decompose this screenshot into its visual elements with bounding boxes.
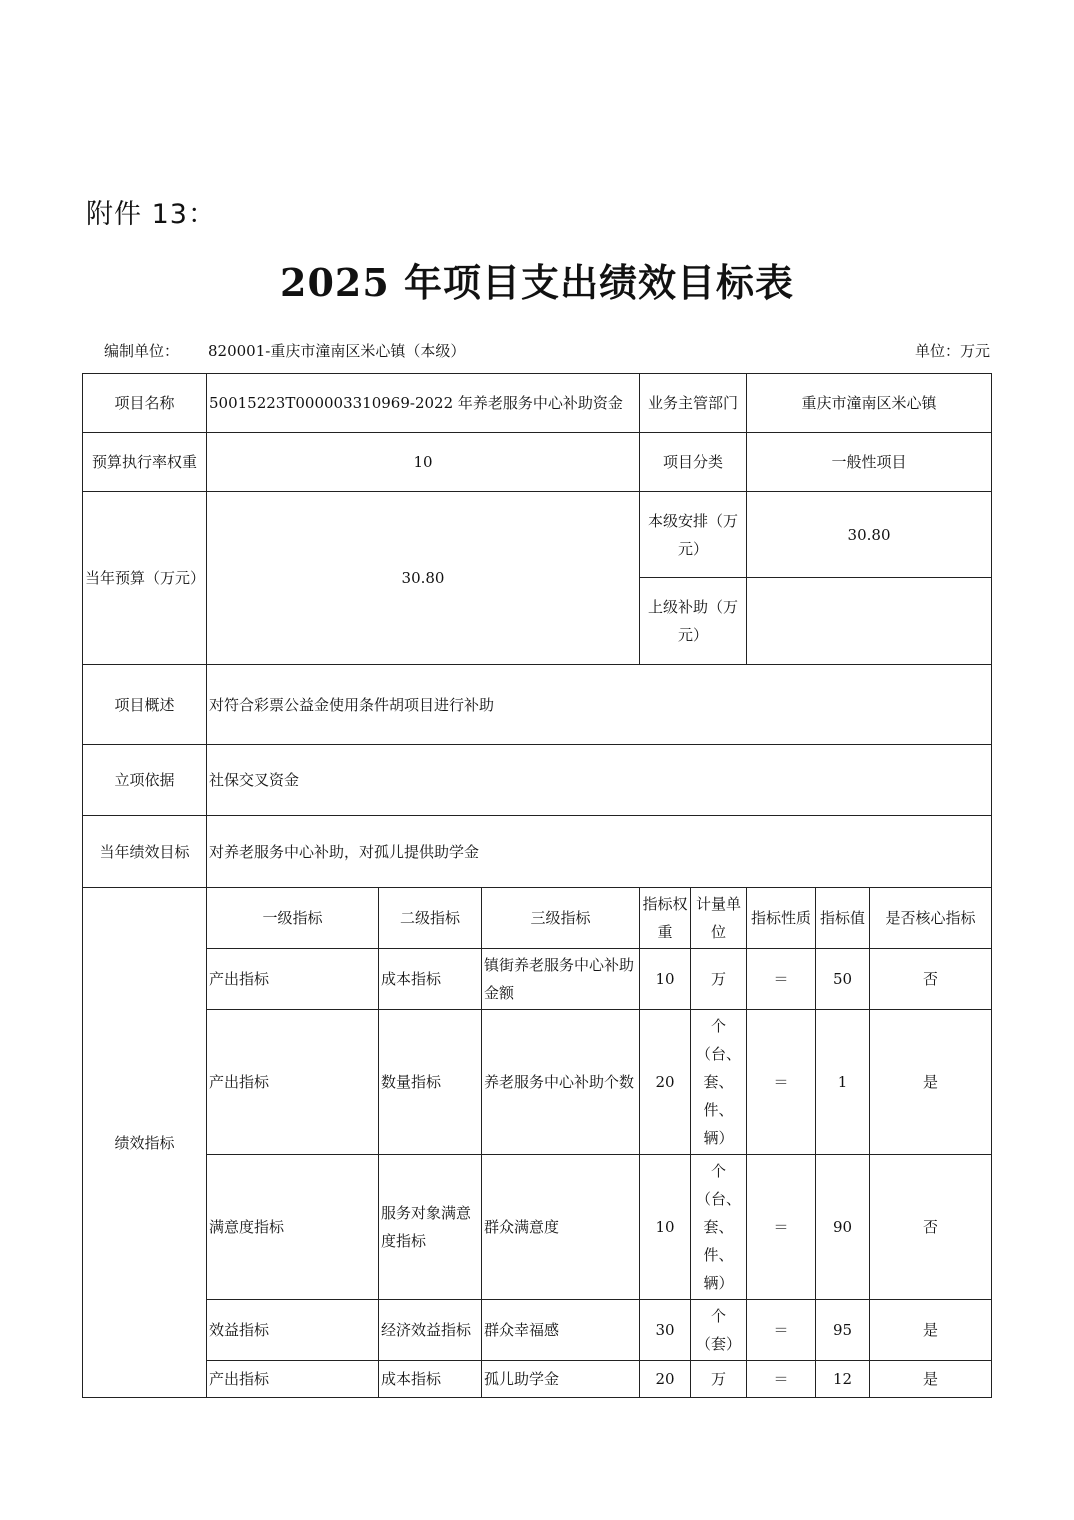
header-level3: 三级指标 bbox=[482, 888, 640, 949]
cell-level2: 经济效益指标 bbox=[379, 1300, 482, 1361]
cell-nature: ＝ bbox=[747, 1361, 816, 1398]
upper-label: 上级补助（万元） bbox=[640, 578, 747, 665]
compiling-unit-label: 编制单位： bbox=[104, 342, 180, 360]
cell-level2: 服务对象满意度指标 bbox=[379, 1155, 482, 1300]
basis-label: 立项依据 bbox=[83, 745, 207, 816]
cell-level3: 孤儿助学金 bbox=[482, 1361, 640, 1398]
cell-weight: 10 bbox=[640, 949, 691, 1010]
performance-target-table bbox=[82, 373, 992, 1398]
weight-label: 预算执行率权重 bbox=[83, 433, 207, 492]
upper-value bbox=[747, 578, 992, 665]
cell-value: 95 bbox=[816, 1300, 870, 1361]
cell-level3: 群众幸福感 bbox=[482, 1300, 640, 1361]
header-value: 指标值 bbox=[816, 888, 870, 949]
row-budget bbox=[83, 492, 992, 578]
cell-level2: 成本指标 bbox=[379, 949, 482, 1010]
header-level2: 二级指标 bbox=[379, 888, 482, 949]
weight-value: 10 bbox=[207, 433, 640, 492]
cell-unit: 万 bbox=[691, 949, 747, 1010]
cell-weight: 20 bbox=[640, 1361, 691, 1398]
compiling-unit-value: 820001-重庆市潼南区米心镇（本级） bbox=[208, 342, 466, 360]
cell-unit: 个（台、套、件、辆） bbox=[691, 1010, 747, 1155]
dept-value: 重庆市潼南区米心镇 bbox=[747, 374, 992, 433]
row-goal bbox=[83, 816, 992, 888]
cell-nature: ＝ bbox=[747, 1010, 816, 1155]
cell-unit: 个（台、套、件、辆） bbox=[691, 1155, 747, 1300]
cell-value: 90 bbox=[816, 1155, 870, 1300]
budget-label: 当年预算（万元） bbox=[83, 492, 207, 665]
table-row bbox=[83, 949, 992, 1010]
cell-core: 否 bbox=[870, 1155, 992, 1300]
cell-level1: 产出指标 bbox=[207, 949, 379, 1010]
cell-level1: 满意度指标 bbox=[207, 1155, 379, 1300]
category-value: 一般性项目 bbox=[747, 433, 992, 492]
cell-level1: 产出指标 bbox=[207, 1010, 379, 1155]
cell-level3: 镇街养老服务中心补助金额 bbox=[482, 949, 640, 1010]
cell-value: 1 bbox=[816, 1010, 870, 1155]
money-unit: 单位：万元 bbox=[914, 342, 990, 360]
attachment-label: 附件 13： bbox=[86, 199, 216, 230]
cell-level3: 养老服务中心补助个数 bbox=[482, 1010, 640, 1155]
cell-core: 是 bbox=[870, 1361, 992, 1398]
local-label: 本级安排（万元） bbox=[640, 492, 747, 578]
cell-weight: 30 bbox=[640, 1300, 691, 1361]
goal-label: 当年绩效目标 bbox=[83, 816, 207, 888]
table-row bbox=[83, 1010, 992, 1155]
row-overview bbox=[83, 665, 992, 745]
cell-core: 否 bbox=[870, 949, 992, 1010]
cell-weight: 20 bbox=[640, 1010, 691, 1155]
cell-unit: 万 bbox=[691, 1361, 747, 1398]
cell-nature: ＝ bbox=[747, 1300, 816, 1361]
header-unit: 计量单位 bbox=[691, 888, 747, 949]
dept-label: 业务主管部门 bbox=[640, 374, 747, 433]
row-weight bbox=[83, 433, 992, 492]
table-row bbox=[83, 1361, 992, 1398]
basis-value: 社保交叉资金 bbox=[207, 745, 992, 816]
cell-level1: 效益指标 bbox=[207, 1300, 379, 1361]
header-level1: 一级指标 bbox=[207, 888, 379, 949]
cell-level2: 数量指标 bbox=[379, 1010, 482, 1155]
overview-value: 对符合彩票公益金使用条件胡项目进行补助 bbox=[207, 665, 992, 745]
local-value: 30.80 bbox=[747, 492, 992, 578]
cell-level3: 群众满意度 bbox=[482, 1155, 640, 1300]
cell-level1: 产出指标 bbox=[207, 1361, 379, 1398]
table-row bbox=[83, 1300, 992, 1361]
header-nature: 指标性质 bbox=[747, 888, 816, 949]
goal-value: 对养老服务中心补助，对孤儿提供助学金 bbox=[207, 816, 992, 888]
cell-level2: 成本指标 bbox=[379, 1361, 482, 1398]
cell-value: 12 bbox=[816, 1361, 870, 1398]
cell-core: 是 bbox=[870, 1010, 992, 1155]
cell-weight: 10 bbox=[640, 1155, 691, 1300]
row-project-name bbox=[83, 374, 992, 433]
cell-unit: 个（套） bbox=[691, 1300, 747, 1361]
budget-value: 30.80 bbox=[207, 492, 640, 665]
row-basis bbox=[83, 745, 992, 816]
cell-nature: ＝ bbox=[747, 949, 816, 1010]
indicator-header-row bbox=[83, 888, 992, 949]
indicators-label: 绩效指标 bbox=[83, 888, 207, 1398]
project-name-label: 项目名称 bbox=[83, 374, 207, 433]
cell-core: 是 bbox=[870, 1300, 992, 1361]
cell-value: 50 bbox=[816, 949, 870, 1010]
table-row bbox=[83, 1155, 992, 1300]
category-label: 项目分类 bbox=[640, 433, 747, 492]
page-title: 2025 年项目支出绩效目标表 bbox=[280, 260, 794, 305]
cell-nature: ＝ bbox=[747, 1155, 816, 1300]
header-core: 是否核心指标 bbox=[870, 888, 992, 949]
header-weight: 指标权重 bbox=[640, 888, 691, 949]
overview-label: 项目概述 bbox=[83, 665, 207, 745]
project-name-value: 50015223T000003310969-2022 年养老服务中心补助资金 bbox=[207, 374, 640, 433]
